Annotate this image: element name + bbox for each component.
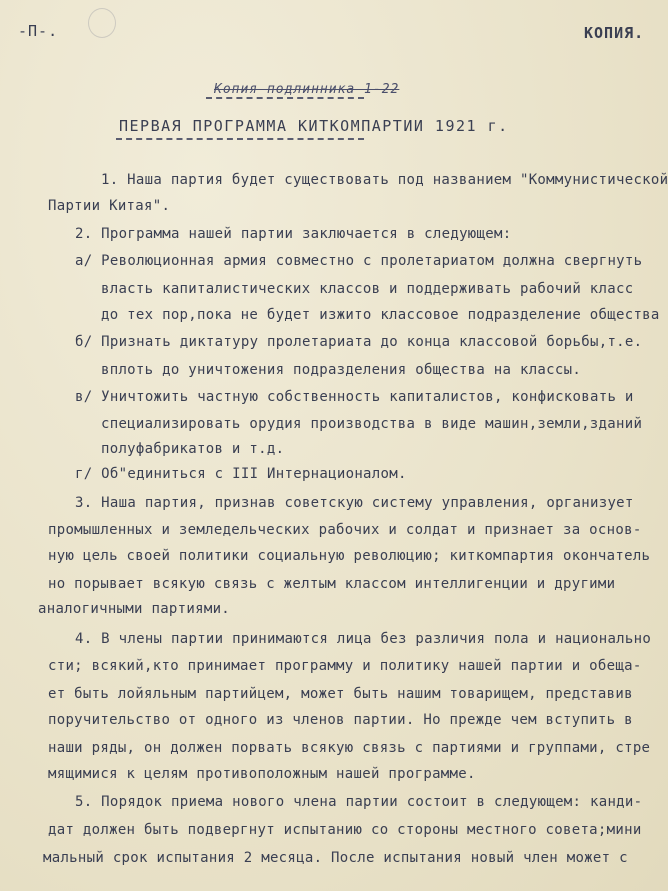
body-line: б/ Признать диктатуру пролетариата до конца классовой борьбы,т.е. xyxy=(75,334,643,350)
body-line: аналогичными партиями. xyxy=(38,601,231,617)
body-line: г/ Об"единиться с III Интернационалом. xyxy=(75,466,407,482)
copy-stamp: КОПИЯ. xyxy=(584,24,645,42)
body-line: мящимися к целям противоположным нашей программе. xyxy=(48,766,476,782)
pencil-circle-mark xyxy=(88,8,116,38)
body-line: полуфабрикатов и т.д. xyxy=(101,441,285,457)
body-line: промышленных и земледельческих рабочих и солдат и признает за основ- xyxy=(48,522,642,538)
body-line: но порывает всякую связь с желтым классом интеллигенции и другими xyxy=(48,576,616,592)
body-line: поручительство от одного из членов партии. Но прежде чем вступить в xyxy=(48,712,633,728)
body-line: наши ряды, он должен порвать всякую связь с партиями и группами, стре xyxy=(48,740,651,756)
body-line: 1. Наша партия будет существовать под названием "Коммунистической xyxy=(101,172,668,188)
body-line: до тех пор,пока не будет изжито классовое подразделение общества xyxy=(101,307,660,323)
body-line: в/ Уничтожить частную собственность капиталистов, конфисковать и xyxy=(75,389,634,405)
body-line: 5. Порядок приема нового члена партии состоит в следующем: канди- xyxy=(75,794,643,810)
body-line: власть капиталистических классов и поддерживать рабочий класс xyxy=(101,281,634,297)
title-underline-dashes xyxy=(116,138,364,140)
handwritten-note: Копия подлинника 1-22 xyxy=(214,82,400,97)
body-line: 4. В члены партии принимаются лица без различия пола и национально xyxy=(75,631,652,647)
body-line: ет быть лойяльным партийцем, может быть нашим товарищем, представив xyxy=(48,686,633,702)
body-line: мальный срок испытания 2 месяца. После испытания новый член может с xyxy=(43,850,628,866)
body-line: 3. Наша партия, признав советскую систему управления, организует xyxy=(75,495,634,511)
body-line: 2. Программа нашей партии заключается в следующем: xyxy=(75,226,512,242)
body-line: сти; всякий,кто принимает программу и политику нашей партии и обеща- xyxy=(48,658,642,674)
body-line: вплоть до уничтожения подразделения общества на классы. xyxy=(101,362,582,378)
body-line: специализировать орудия производства в виде машин,земли,зданий xyxy=(101,416,643,432)
underline-dashes xyxy=(206,97,364,99)
document-title: ПЕРВАЯ ПРОГРАММА КИТКОМПАРТИИ 1921 г. xyxy=(119,117,509,135)
body-line: дат должен быть подвергнут испытанию со стороны местного совета;мини xyxy=(48,822,642,838)
body-line: Партии Китая". xyxy=(48,198,171,214)
body-line: ную цель своей политики социальную революцию; киткомпартия окончатель xyxy=(48,548,651,564)
page-number-mark: -П-. xyxy=(18,22,59,40)
body-line: а/ Революционная армия совместно с пролетариатом должна свергнуть xyxy=(75,253,643,269)
